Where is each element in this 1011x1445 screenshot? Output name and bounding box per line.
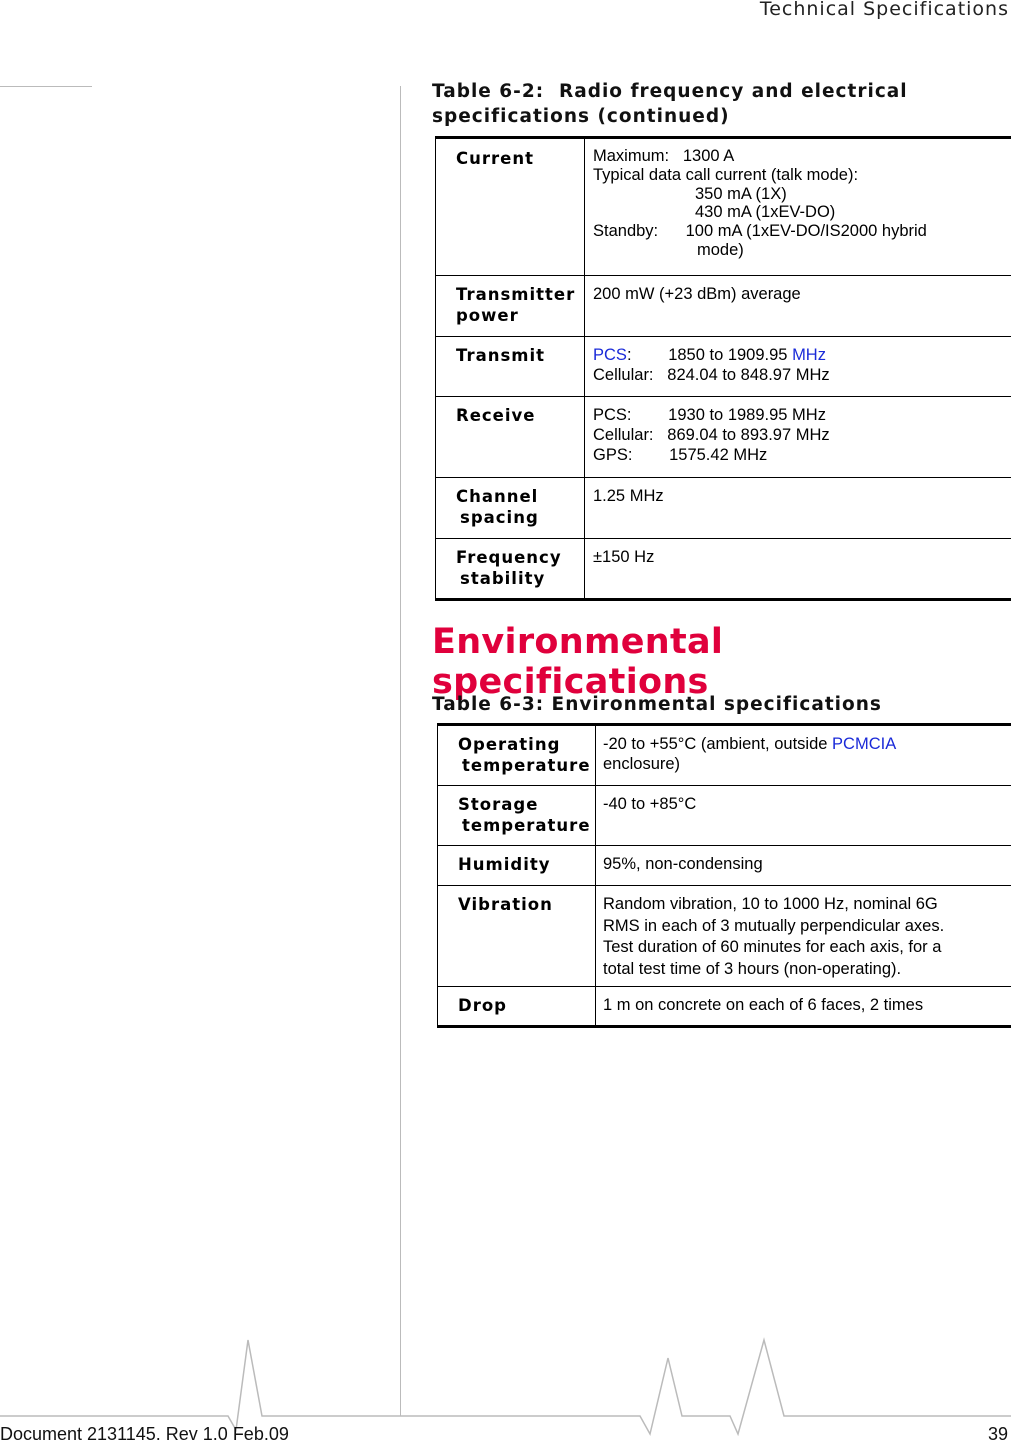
table-6-2 xyxy=(435,136,1011,601)
row-label-storage-temperature: Storage temperature xyxy=(438,786,596,846)
row-value-transmit: PCS: 1850 to 1909.95 MHz Cellular: 824.04 to 848.97 MHz xyxy=(585,337,1011,397)
table-6-2-caption xyxy=(432,79,908,129)
margin-rule xyxy=(400,86,401,1416)
footer-document-id: Document 2131145. Rev 1.0 Feb.09 xyxy=(0,1424,289,1445)
section-heading: Environmental specifications xyxy=(432,622,1011,702)
row-value-current: Maximum: 1300 A Typical data call current (talk mode): 350 mA (1X) 430 mA (1xEV-DO) Standby: 100 mA (1xEV-DO/IS2000 hybrid mode) xyxy=(585,138,1011,276)
table-row xyxy=(436,478,1011,539)
row-value-humidity: 95%, non-condensing xyxy=(596,846,1011,886)
row-label-frequency-stability: Frequency stability xyxy=(436,539,585,600)
row-label-receive: Receive xyxy=(436,397,585,478)
row-value-transmitter-power: 200 mW (+23 dBm) average xyxy=(585,276,1011,337)
table-6-3 xyxy=(437,723,1011,1028)
table-row xyxy=(436,337,1011,397)
row-value-storage-temperature: -40 to +85°C xyxy=(596,786,1011,846)
pcs-link[interactable]: PCS xyxy=(593,346,627,364)
row-label-vibration: Vibration xyxy=(438,886,596,987)
table-6-2-caption-line1: Table 6-2: Radio frequency and electrical xyxy=(432,79,908,104)
table-row xyxy=(436,138,1011,276)
table-row xyxy=(438,725,1011,786)
table-6-3-caption: Table 6-3: Environmental specifications xyxy=(432,692,882,717)
row-label-current: Current xyxy=(436,138,585,276)
row-value-drop: 1 m on concrete on each of 6 faces, 2 times xyxy=(596,987,1011,1027)
table-row xyxy=(436,276,1011,337)
row-value-receive: PCS: 1930 to 1989.95 MHz Cellular: 869.04 to 893.97 MHz GPS: 1575.42 MHz xyxy=(585,397,1011,478)
pcmcia-link[interactable]: PCMCIA xyxy=(832,735,896,753)
row-value-frequency-stability: ±150 Hz xyxy=(585,539,1011,600)
row-value-vibration: Random vibration, 10 to 1000 Hz, nominal 6G RMS in each of 3 mutually perpendicular axes. Test duration of 60 minutes for each axis, for a total test time of 3 hours (non-operating). xyxy=(596,886,1011,987)
table-row xyxy=(438,886,1011,987)
row-value-channel-spacing: 1.25 MHz xyxy=(585,478,1011,539)
row-label-operating-temperature: Operating temperature xyxy=(438,725,596,786)
table-row xyxy=(436,539,1011,600)
table-row xyxy=(438,786,1011,846)
table-row xyxy=(438,846,1011,886)
mhz-link[interactable]: MHz xyxy=(792,346,826,364)
row-label-transmit: Transmit xyxy=(436,337,585,397)
header-rule xyxy=(0,86,92,87)
table-row xyxy=(436,397,1011,478)
row-label-transmitter-power: Transmitter power xyxy=(436,276,585,337)
page-number: 39 xyxy=(988,1424,1008,1445)
table-row xyxy=(438,987,1011,1027)
row-label-channel-spacing: Channel spacing xyxy=(436,478,585,539)
row-value-operating-temperature: -20 to +55°C (ambient, outside PCMCIA enclosure) xyxy=(596,725,1011,786)
row-label-humidity: Humidity xyxy=(438,846,596,886)
table-6-2-caption-line2: specifications (continued) xyxy=(432,104,908,129)
running-header: Technical Specifications xyxy=(760,0,1009,20)
row-label-drop: Drop xyxy=(438,987,596,1027)
